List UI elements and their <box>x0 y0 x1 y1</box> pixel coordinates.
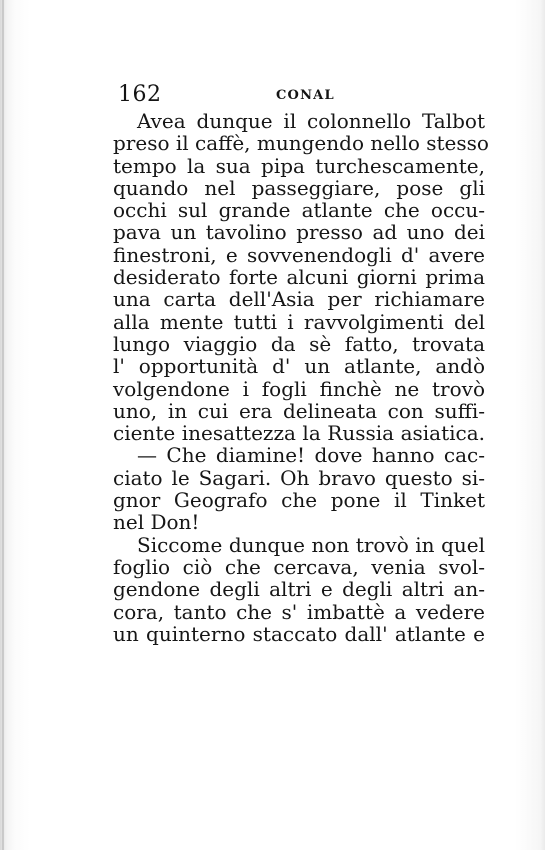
text-line: ciente inesattezza la Russia asiatica. <box>113 421 485 446</box>
text-line: — Che diamine! dove hanno cac- <box>137 443 485 468</box>
body-text <box>113 109 489 646</box>
text-line: occhi sul grande atlante che occu- <box>113 198 485 223</box>
text-line: alla mente tutti i ravvolgimenti del <box>113 309 485 334</box>
text-line: Avea dunque il colonnello Talbot <box>137 109 485 133</box>
text-line: quando nel passeggiare, pose gli <box>113 175 485 200</box>
text-line: gnor Geografo che pone il Tinket <box>113 488 485 513</box>
text-line: foglio ciò che cercava, venia svol- <box>113 554 485 579</box>
text-line: finestroni, e sovvenendogli d' avere <box>113 242 485 267</box>
text-line: una carta dell'Asia per richiamare <box>113 287 485 312</box>
page-header <box>118 82 488 108</box>
page-edge-shadow <box>2 0 4 850</box>
text-line: desiderato forte alcuni giorni prima <box>113 265 485 290</box>
text-line: nel Don! <box>113 510 200 535</box>
text-line: uno, in cui era delineata con suffi- <box>113 398 485 423</box>
page-number: 162 <box>118 82 162 107</box>
text-line: preso il caffè, mungendo nello stesso <box>113 131 489 156</box>
text-line: ciato le Sagari. Oh bravo questo si- <box>113 465 485 490</box>
text-line: Siccome dunque non trovò in quel <box>137 532 485 557</box>
text-line: l' opportunità d' un atlante, andò <box>113 354 485 379</box>
text-line: un quinterno staccato dall' atlante e <box>113 621 485 646</box>
text-line: volgendone i fogli finchè ne trovò <box>113 376 485 401</box>
text-line: lungo viaggio da sè fatto, trovata <box>113 331 485 356</box>
text-line: tempo la sua pipa turchescamente, <box>113 153 485 178</box>
text-line: cora, tanto che s' imbattè a vedere <box>113 599 485 624</box>
running-head: CONAL <box>276 88 335 103</box>
text-line: pava un tavolino presso ad uno dei <box>113 220 485 245</box>
text-line: gendone degli altri e degli altri an- <box>113 577 485 602</box>
